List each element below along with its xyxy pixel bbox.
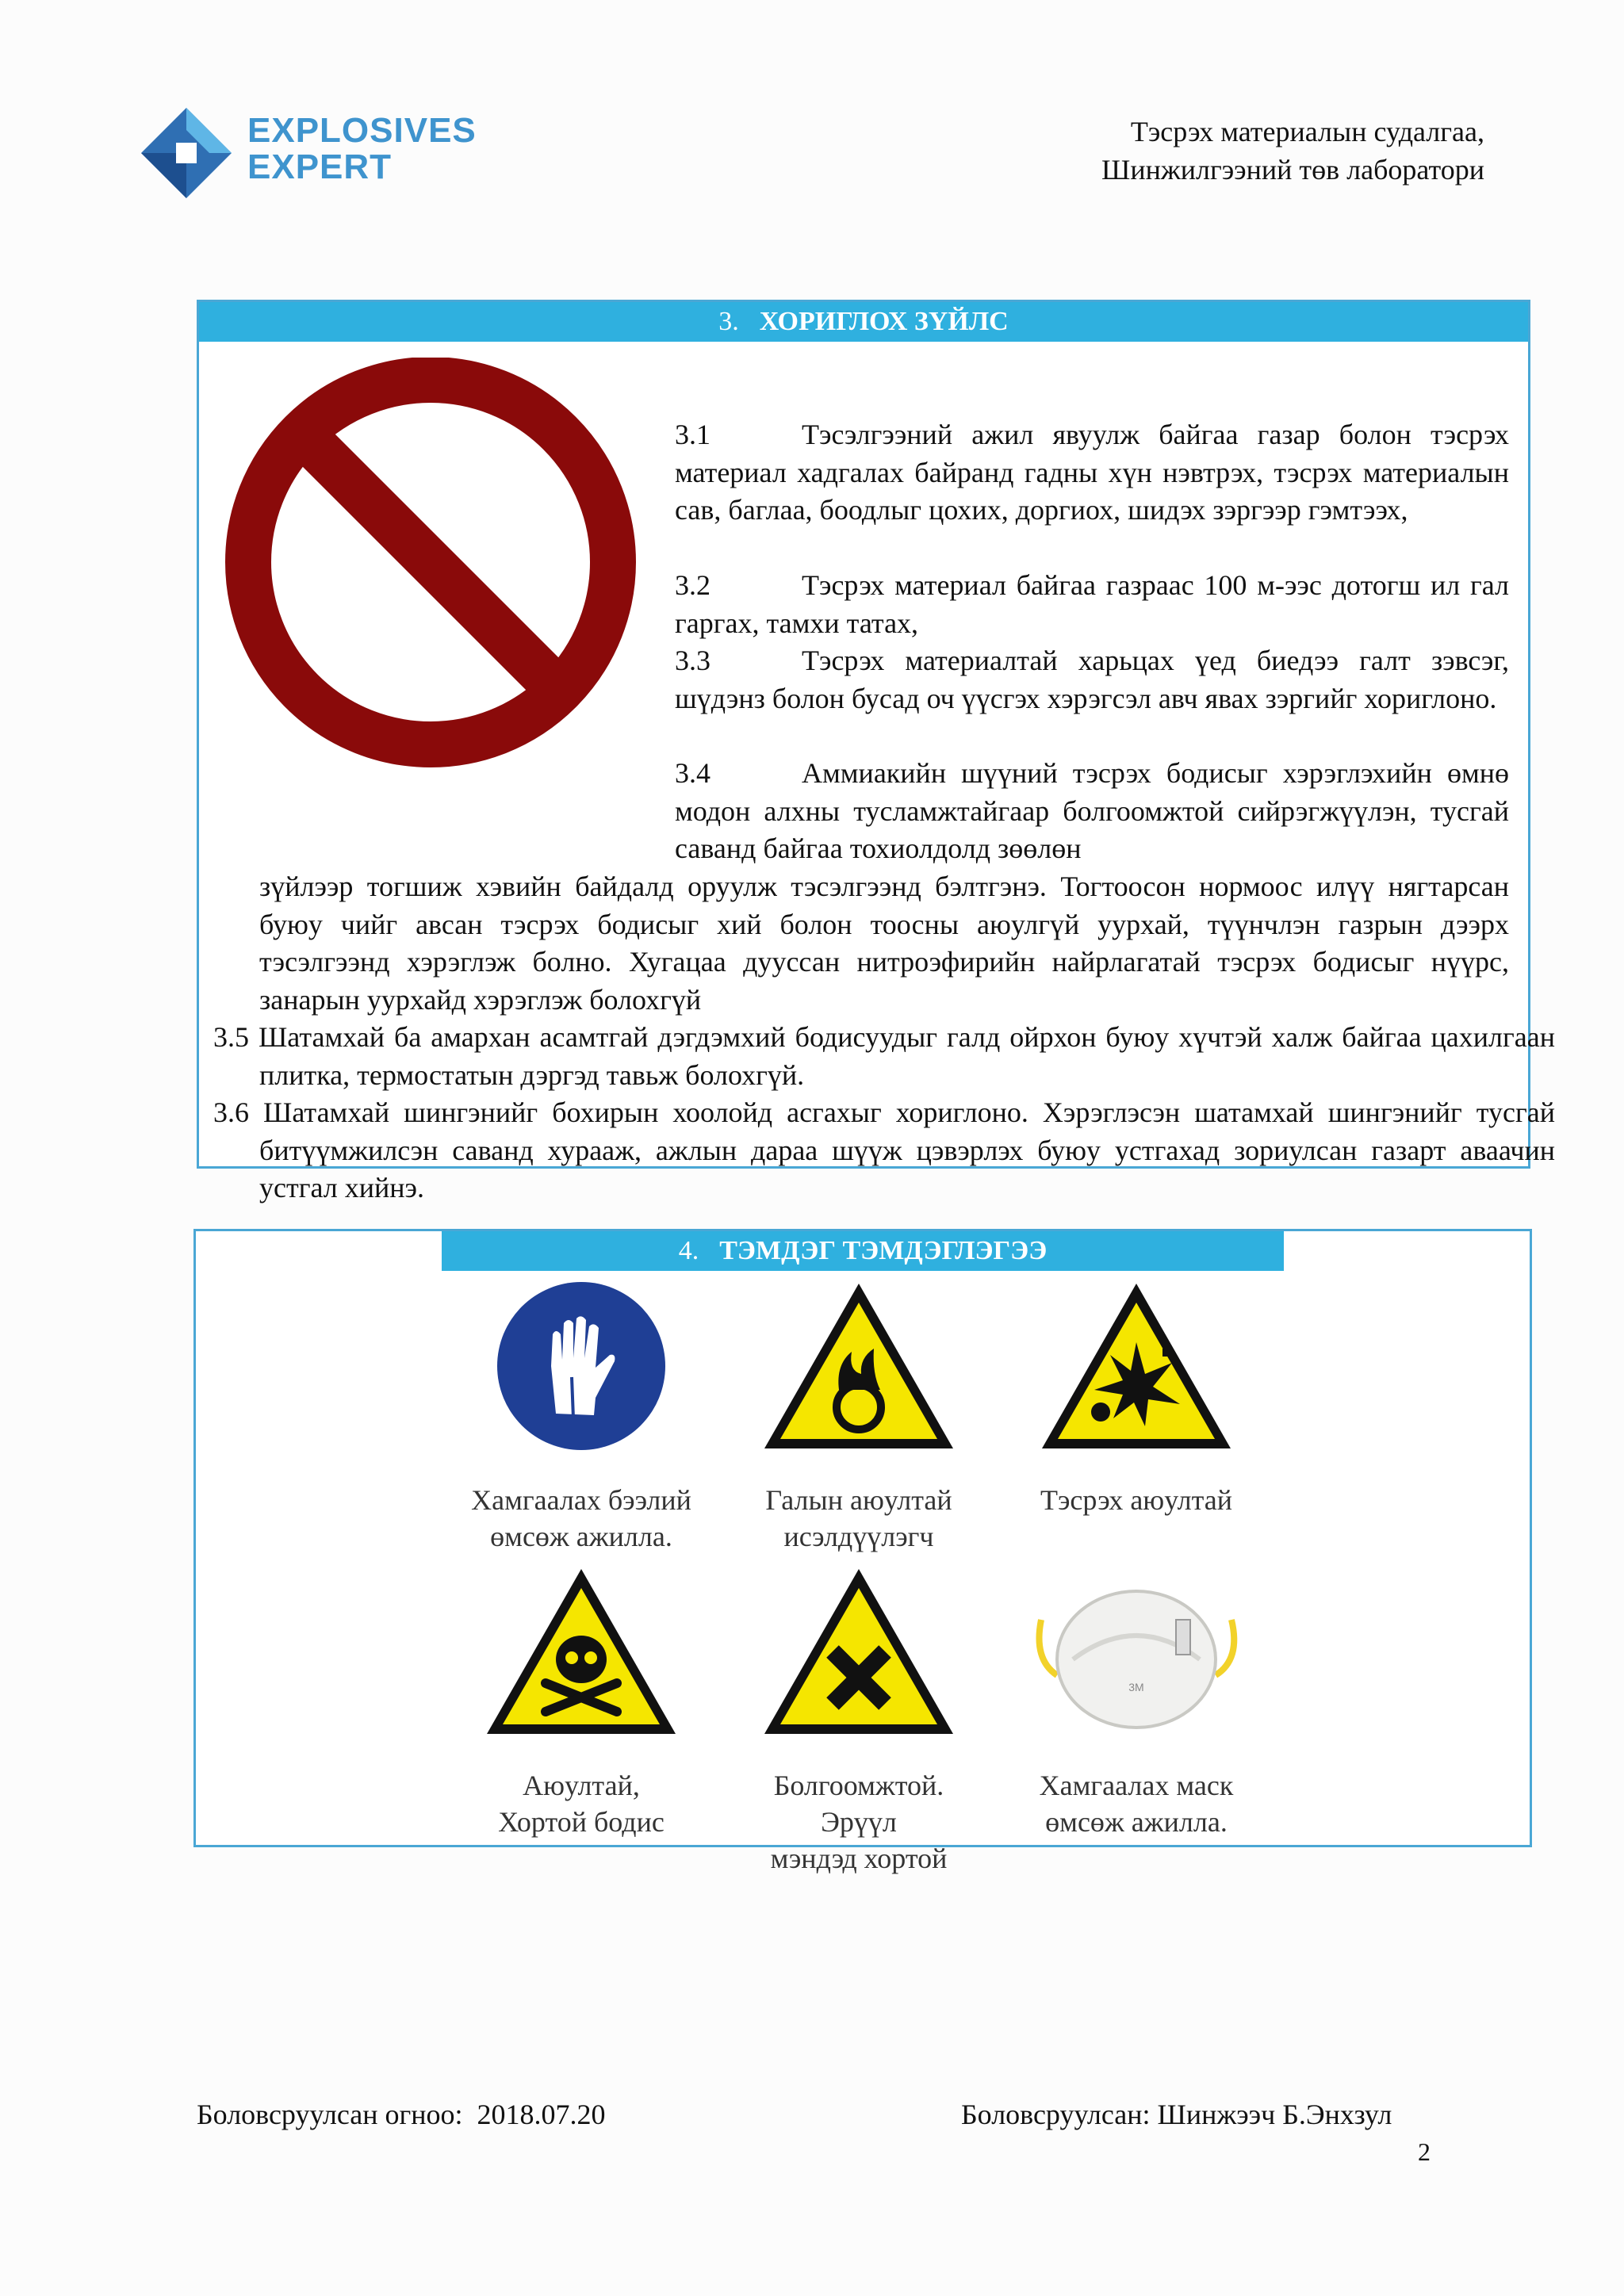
sign-caption-line1: Аюултай, xyxy=(523,1770,640,1801)
sign-card xyxy=(740,1279,978,1555)
list-item: 3.6 Шатамхай шингэнийг бохирын хоолойд асгахыг хориглоно. Хэрэглэсэн шатамхай шингэнийг тусгай битүүмжилсэн саванд хурааж, ажлын дараа шүүж цэвэрлэх буюу устгахад зориулсан газарт аваачин устгал хийнэ. xyxy=(213,1096,1555,1203)
prohibition-icon xyxy=(215,358,667,770)
sign-caption-line1: Хамгаалах бээлий xyxy=(471,1484,691,1516)
sign-card xyxy=(462,1279,700,1555)
sign-caption-line2: мэндэд хортой xyxy=(770,1843,948,1874)
sign-caption-line1: Галын аюултай xyxy=(765,1484,952,1516)
skull-icon xyxy=(482,1564,680,1739)
sign-caption-line1: Хамгаалах маск xyxy=(1039,1770,1234,1801)
sign-card xyxy=(1017,1279,1255,1518)
harmful-icon xyxy=(760,1564,958,1739)
logo-line2: EXPERT xyxy=(247,147,393,186)
sign-caption-line2: өмсөж ажилла. xyxy=(490,1521,672,1552)
logo-mark-icon xyxy=(140,106,233,200)
sign-caption-line2: Хортой бодис xyxy=(498,1806,665,1838)
mask-icon xyxy=(1025,1564,1247,1739)
signs-grid xyxy=(462,1271,1255,1874)
section-signs xyxy=(193,1229,1532,1874)
list-item: 3.2 Тэсрэх материал байгаа газраас 100 м-ээс дотогш ил гал гаргах, тамхи татах, xyxy=(675,569,1509,639)
logo-line1: EXPLOSIVES xyxy=(247,111,477,150)
footer-date: Боловсруулсан огноо: 2018.07.20 xyxy=(197,2099,606,2130)
company-logo xyxy=(140,101,488,205)
section-prohibitions xyxy=(197,300,1556,1203)
section-title: ХОРИГЛОХ ЗҮЙЛС xyxy=(759,307,1009,336)
section-header xyxy=(442,1231,1284,1271)
list-item: 3.1 Тэсэлгээний ажил явуулж байгаа газар болон тэсрэх материал хадгалах байранд гадны хүн нэвтрэх, тэсрэх материалын сав, баглаа, боодлыг цохих, доргиох, шидэх зэргээр гэмтээх, xyxy=(675,419,1509,526)
section-title: ТЭМДЭГ ТЭМДЭГЛЭГЭЭ xyxy=(719,1236,1048,1265)
sign-card xyxy=(462,1564,700,1840)
list-item: 3.3 Тэсрэх материалтай харьцах үед биедээ галт зэвсэг, шүдэнз болон бусад оч үүсгэх хэрэгсэл авч явах зэргийг хориглоно. xyxy=(675,645,1509,714)
sign-card xyxy=(1017,1564,1255,1840)
list-item-continuation: зүйлээр тогшиж хэвийн байдалд оруулж тэсэлгээнд бэлтгэнэ. Тогтоосон нормоос илүү нягтарсан буюу чийг авсан тэсрэх бодисыг хий болон тоосны аюулгүй уурхай, түүнчлэн газрын дээрх тэсэлгээнд хэрэглэж болно. Хугацаа дууссан нитроэфирийн найрлагатай тэсрэх бодисыг нүүрс, занарын уурхайд хэрэглэж болохгүй xyxy=(259,871,1509,1016)
gloves-icon xyxy=(494,1279,668,1453)
footer-author: Боловсруулсан: Шинжээч Б.Энхзул xyxy=(961,2099,1392,2130)
list-item: 3.4 Аммиакийн шүүний тэсрэх бодисыг хэрэглэхийн өмнө модон алхны тусламжтайгаар болгоомжтой сийрэгжүүлэн, тусгай саванд байгаа тохиолдолд зөөлөн xyxy=(675,757,1509,864)
list-item: 3.5 Шатамхай ба амархан асамтгай дэгдэмхий бодисуудыг галд ойрхон буюу хүчтэй халж байгаа цахилгаан плитка, термостатын дэргэд тавьж болохгүй. xyxy=(213,1021,1556,1091)
page-number: 2 xyxy=(1418,2137,1431,2166)
section-header xyxy=(199,302,1528,342)
page-header xyxy=(1101,113,1484,189)
sign-card xyxy=(740,1564,978,1877)
sign-caption-line2: исэлдүүлэгч xyxy=(783,1521,934,1552)
explosive-icon xyxy=(1037,1279,1235,1453)
header-line1: Тэсрэх материалын судалгаа, xyxy=(1130,116,1484,147)
sign-caption-line1: Тэсрэх аюултай xyxy=(1040,1484,1233,1516)
section-number: 3. xyxy=(718,307,739,336)
sign-caption-line1: Болгоомжтой. Эрүүл xyxy=(773,1770,944,1838)
svg-text:3M: 3M xyxy=(1128,1681,1144,1693)
sign-caption-line2: өмсөж ажилла. xyxy=(1045,1806,1228,1838)
oxidizer-icon xyxy=(760,1279,958,1453)
header-line2: Шинжилгээний төв лаборатори xyxy=(1101,154,1484,186)
section-number: 4. xyxy=(678,1236,699,1265)
